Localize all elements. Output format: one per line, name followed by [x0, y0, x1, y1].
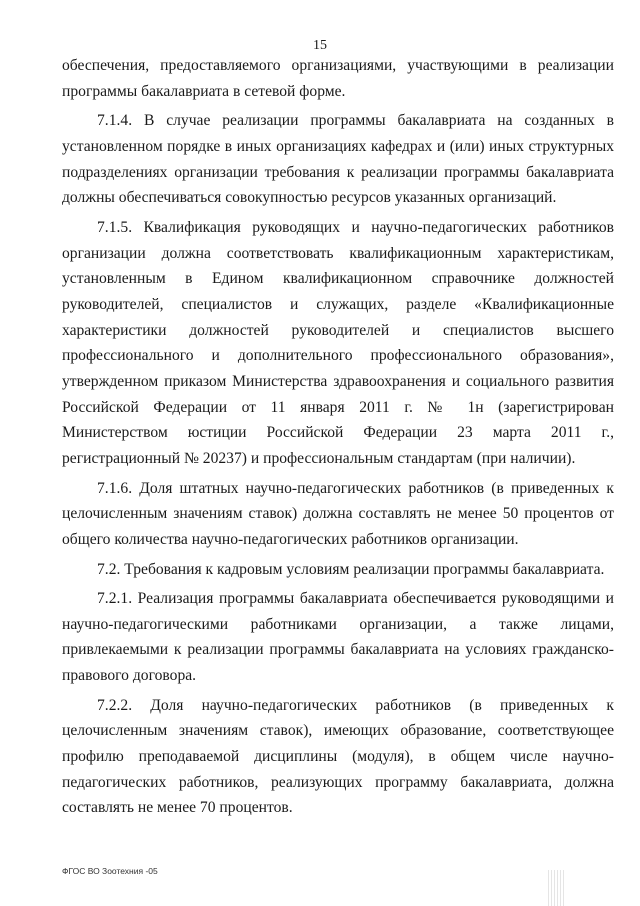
paragraph-7-1-4: 7.1.4. В случае реализации программы бакалавриата на созданных в установленном порядке в иных организациях кафедрах и (или) иных структурных подразделениях организации требования к реализации программы бакалавриата должны обеспечиваться совокупностью ресурсов указанных организаций. [62, 112, 614, 207]
scan-mark [548, 870, 564, 906]
paragraph-7-2-1: 7.2.1. Реализация программы бакалавриата обеспечивается руководящими и научно-педагогическими работниками организации, а также лицами, привлекаемыми к реализации программы бакалавриата на условиях гражданско-правового договора. [62, 590, 614, 685]
paragraph-7-1-5: 7.1.5. Квалификация руководящих и научно-педагогических работников организации должна соответствовать квалификационным характеристикам, установленным в Едином квалификационном справочнике должностей руководителей, специалистов и служащих, разделе «Квалификационные характеристики должностей руководителей и специалистов высшего профессионального и дополнительного профессионального образования», утвержденном приказом Министерства здравоохранения и социального развития Российской Федерации от 11 января 2011 г. № 1н (зарегистрирован Министерством юстиции Российской Федерации 23 марта 2011 г., регистрационный № 20237) и профессиональным стандартам (при наличии). [62, 218, 614, 468]
paragraph-continuation: обеспечения, предоставляемого организациями, участвующими в реализации программы бакалавриата в сетевой форме. [62, 57, 614, 100]
document-footer: ФГОС ВО Зоотехния -05 [62, 866, 158, 876]
paragraph-7-1-6: 7.1.6. Доля штатных научно-педагогических работников (в приведенных к целочисленным значениям ставок) должна составлять не менее 50 процентов от общего количества научно-педагогических работников организации. [62, 479, 614, 549]
paragraph-7-2: 7.2. Требования к кадровым условиям реализации программы бакалавриата. [97, 560, 605, 578]
page-number: 15 [313, 38, 327, 53]
document-body [62, 53, 614, 825]
paragraph-7-2-2: 7.2.2. Доля научно-педагогических работников (в приведенных к целочисленным значениям ставок), имеющих образование, соответствующее профилю преподаваемой дисциплины (модуля), в общем числе научно-педагогических работников, реализующих программу бакалавриата, должна составлять не менее 70 процентов. [62, 696, 614, 817]
